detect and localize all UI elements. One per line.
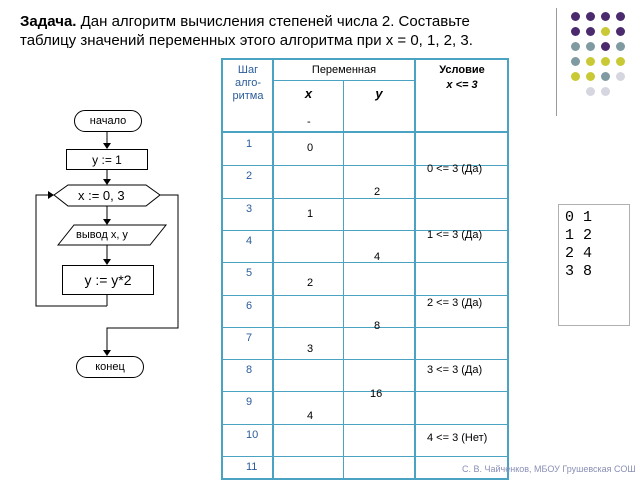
- row-divider: [221, 424, 509, 425]
- update-y-block: [62, 265, 154, 295]
- decor-dot: [586, 87, 595, 96]
- update-y-label: y := y*2: [84, 272, 132, 288]
- task-line-1: Дан алгоритм вычисления степеней числа 2. Составьте: [76, 13, 470, 30]
- task-line-2: таблицу значений переменных этого алгоритма при x = 0, 1, 2, 3.: [20, 32, 473, 49]
- assign-y-block: [66, 149, 148, 170]
- decor-dot: [586, 12, 595, 21]
- decor-dot: [616, 42, 625, 51]
- decor-dot: [571, 42, 580, 51]
- step-number: 1: [246, 138, 253, 150]
- end-terminal: [76, 356, 144, 378]
- decor-dot: [601, 27, 610, 36]
- dots-decoration: [556, 8, 639, 116]
- header-y: y: [375, 86, 383, 101]
- x-value: 2: [307, 277, 314, 289]
- condition-value: 3 <= 3 (Да): [427, 364, 483, 376]
- step-number: 2: [246, 170, 253, 182]
- start-terminal: [74, 110, 142, 132]
- condition-value: 4 <= 3 (Нет): [427, 432, 488, 444]
- decor-dot: [601, 42, 610, 51]
- output-label: вывод x, y: [76, 229, 128, 241]
- task-label: Задача.: [20, 13, 77, 30]
- y-value: 2: [374, 186, 381, 198]
- credit: С. В. Чайченков, МБОУ Грушевская СОШ: [462, 464, 636, 474]
- trace-table: [221, 58, 509, 480]
- header-variable: Переменная: [311, 64, 377, 76]
- step-number: 8: [246, 364, 253, 376]
- end-label: конец: [95, 361, 125, 373]
- row-divider: [221, 391, 509, 392]
- step-number: 3: [246, 203, 253, 215]
- header-condition-expr: x <= 3: [446, 79, 478, 91]
- y-value: 16: [370, 388, 383, 400]
- decor-dot: [571, 27, 580, 36]
- decor-dot: [571, 72, 580, 81]
- x-value: 0: [307, 142, 314, 154]
- loop-label: x := 0, 3: [78, 188, 125, 203]
- row-divider: [221, 295, 509, 296]
- condition-value: 2 <= 3 (Да): [427, 297, 483, 309]
- x-value: 3: [307, 343, 314, 355]
- x-value: 4: [307, 410, 314, 422]
- step-number: 5: [246, 267, 253, 279]
- decor-dot: [616, 57, 625, 66]
- decor-dot: [571, 57, 580, 66]
- decor-dot: [616, 27, 625, 36]
- decor-dot: [586, 27, 595, 36]
- row-divider: [221, 262, 509, 263]
- answer-box: [558, 204, 630, 326]
- decor-dot: [586, 72, 595, 81]
- row-divider: [221, 198, 509, 199]
- step-number: 10: [246, 429, 259, 441]
- header-x: x: [304, 86, 313, 101]
- decor-dot: [601, 57, 610, 66]
- answer-line: 0 1: [565, 209, 593, 226]
- decor-dot: [601, 87, 610, 96]
- step-number: 4: [246, 235, 253, 247]
- x-dash: -: [307, 116, 311, 128]
- header-step: Шаг алго-ритма: [232, 64, 264, 102]
- answer-line: 2 4: [565, 245, 593, 262]
- header-condition: Условие: [439, 64, 485, 76]
- row-divider: [221, 456, 509, 457]
- step-number: 9: [246, 396, 253, 408]
- decor-dot: [616, 72, 625, 81]
- decor-dot: [571, 12, 580, 21]
- x-value: 1: [307, 208, 314, 220]
- row-divider: [221, 359, 509, 360]
- decor-dot: [586, 42, 595, 51]
- decor-dot: [616, 12, 625, 21]
- step-number: 6: [246, 300, 253, 312]
- y-value: 8: [374, 320, 381, 332]
- decor-dot: [586, 57, 595, 66]
- decor-dot: [601, 72, 610, 81]
- condition-value: 1 <= 3 (Да): [427, 229, 483, 241]
- step-number: 11: [246, 461, 258, 473]
- condition-value: 0 <= 3 (Да): [427, 163, 483, 175]
- assign-y-label: y := 1: [92, 152, 122, 167]
- answer-line: 3 8: [565, 263, 593, 280]
- y-value: 4: [374, 251, 381, 263]
- row-divider: [221, 327, 509, 328]
- answer-line: 1 2: [565, 227, 593, 244]
- decor-dot: [601, 12, 610, 21]
- start-label: начало: [89, 115, 127, 127]
- step-number: 7: [246, 332, 253, 344]
